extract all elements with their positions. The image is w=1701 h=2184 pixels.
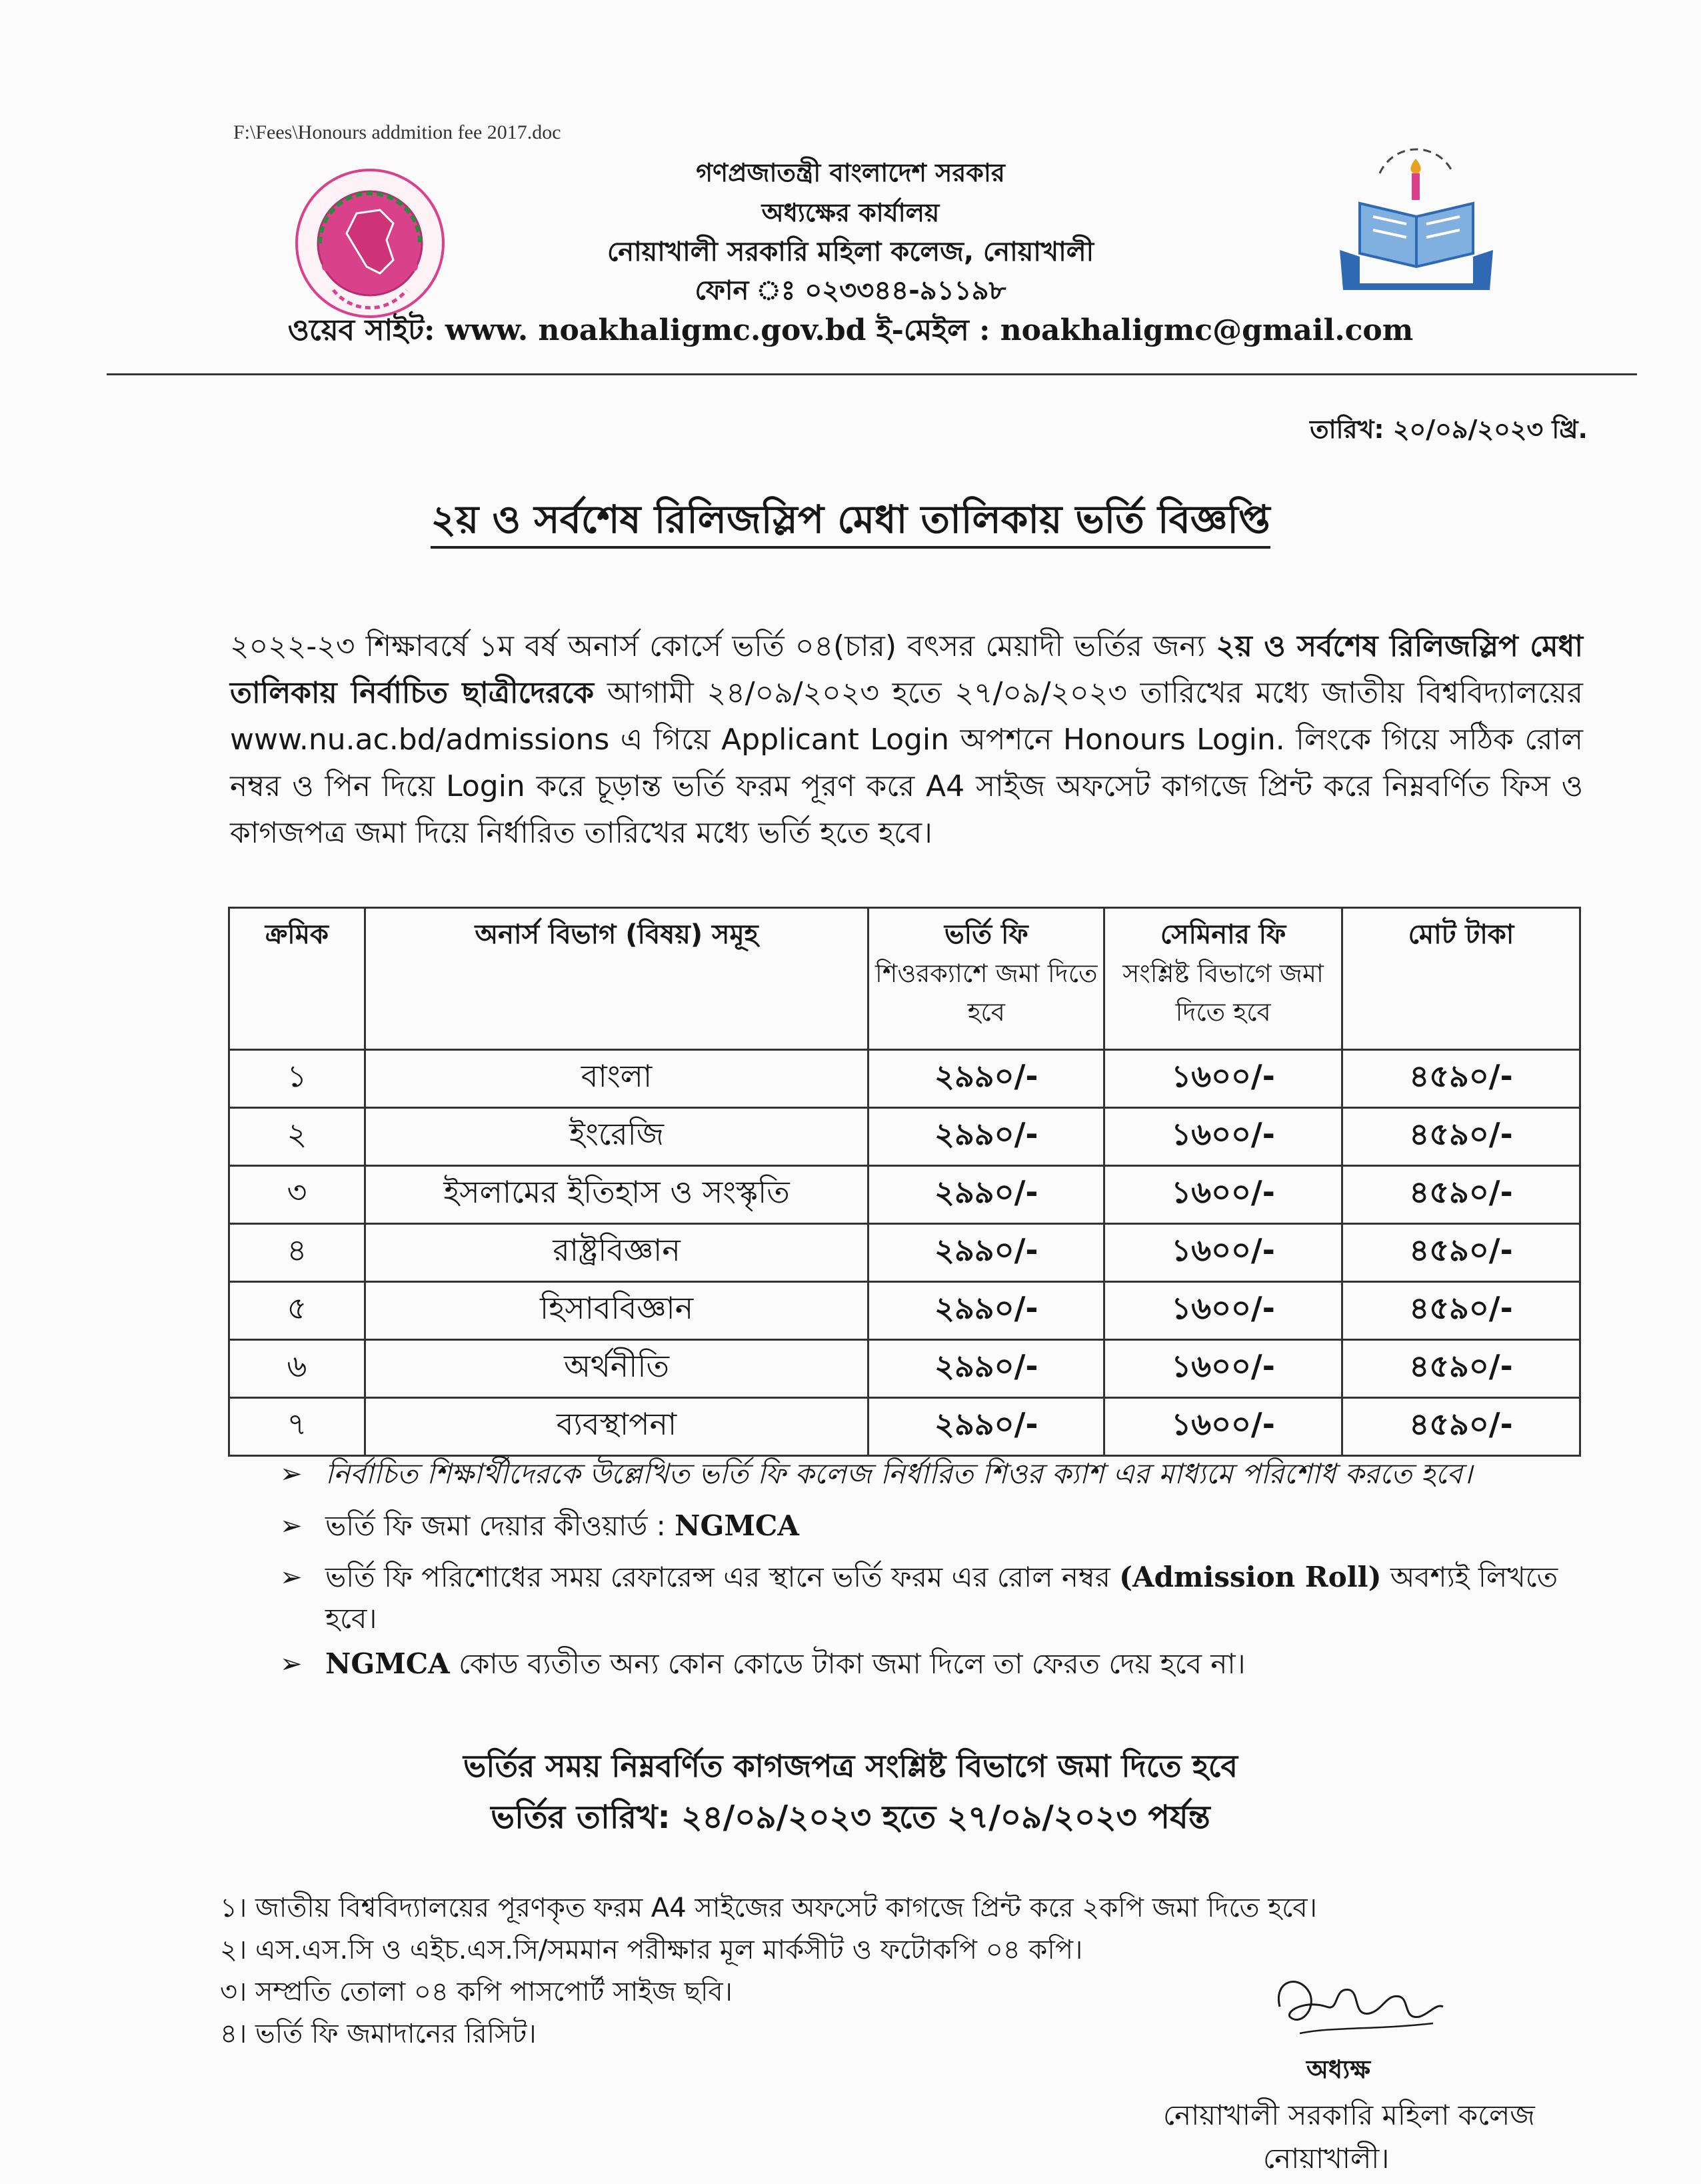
intro-bold: ২য় ও সর্বশেষ রিলিজস্লিপ মেধা তালিকায় নির্বাচিত ছাত্রীদেরকে (230, 629, 1583, 710)
row-total: ৪৫৯০/- (1342, 1050, 1580, 1108)
header-divider (107, 373, 1637, 375)
admission-date: ভর্তির তারিখ: ২৪/০৯/২০২৩ হতে ২৭/০৯/২০২৩ পর্যন্ত (491, 1799, 1210, 1836)
seminar-fee-note: সংশ্লিষ্ট বিভাগে জমা দিতে হবে (1122, 959, 1324, 1027)
table-row (229, 1398, 1580, 1456)
header-total: মোট টাকা (1342, 908, 1580, 1050)
document-item: ৪। ভর্তি ফি জমাদানের রিসিট। (220, 2019, 537, 2049)
row-seminar-fee: ১৬০০/- (1104, 1398, 1342, 1456)
row-seminar-fee: ১৬০০/- (1104, 1340, 1342, 1398)
table-row (229, 1050, 1580, 1108)
header-subject: অনার্স বিভাগ (বিষয়) সমূহ (365, 908, 868, 1050)
row-subject: অর্থনীতি (365, 1340, 868, 1398)
principal-city: নোয়াখালী। (1263, 2142, 1390, 2175)
row-admission-fee: ২৯৯০/- (868, 1166, 1104, 1224)
row-subject: বাংলা (365, 1050, 868, 1108)
row-total: ৪৫৯০/- (1342, 1108, 1580, 1166)
row-serial: ১ (229, 1050, 365, 1108)
row-serial: ৫ (229, 1282, 365, 1340)
website-label: ওয়েব সাইট: (287, 313, 435, 347)
row-admission-fee: ২৯৯০/- (868, 1340, 1104, 1398)
arrow-bullet-icon: ➢ (280, 1511, 303, 1541)
bullet-text (325, 1557, 1586, 1639)
bullet-keyword (280, 1505, 1586, 1547)
row-total: ৪৫৯০/- (1342, 1224, 1580, 1282)
row-serial: ৭ (229, 1398, 365, 1456)
row-admission-fee: ২৯৯০/- (868, 1398, 1104, 1456)
bullet-text (325, 1643, 1586, 1685)
arrow-bullet-icon: ➢ (280, 1459, 303, 1489)
intro-part-2: আগামী ২৪/০৯/২০২৩ হতে ২৭/০৯/২০২৩ তারিখের মধ্যে জাতীয় বিশ্ববিদ্যালয়ের www.nu.ac.bd/admissions এ গিয়ে Applicant Login অপশনে Honours Login. লিংকে গিয়ে সঠিক রোল নম্বর ও পিন দিয়ে Login করে চূড়ান্ত ভর্তি ফরম পূরণ করে A4 সাইজ অফসেট কাগজে প্রিন্ট করে নিম্নবর্ণিত ফিস ও কাগজপত্র জমা দিয়ে নির্ধারিত তারিখের মধ্যে ভর্তি হতে হবে। (230, 676, 1583, 850)
header-seminar-fee (1104, 908, 1342, 1050)
email-label: ই-মেইল : (876, 313, 990, 347)
keyword-code: NGMCA (675, 1509, 799, 1542)
website-link[interactable]: www. noakhaligmc.gov.bd (445, 313, 866, 347)
row-subject: ব্যবস্থাপনা (365, 1398, 868, 1456)
row-total: ৪৫৯০/- (1342, 1166, 1580, 1224)
row-serial: ৪ (229, 1224, 365, 1282)
row-serial: ৬ (229, 1340, 365, 1398)
notice-title-text: ২য় ও সর্বশেষ রিলিজস্লিপ মেধা তালিকায় ভর্তি বিজ্ঞপ্তি (431, 497, 1270, 549)
arrow-bullet-icon: ➢ (280, 1649, 303, 1679)
row-subject: ইংরেজি (365, 1108, 868, 1166)
bullet-code-warning (280, 1643, 1586, 1685)
file-path: F:\Fees\Honours addmition fee 2017.doc (233, 121, 561, 143)
row-admission-fee: ২৯৯০/- (868, 1050, 1104, 1108)
table-header-row (229, 908, 1580, 1050)
table-row (229, 1340, 1580, 1398)
row-seminar-fee: ১৬০০/- (1104, 1050, 1342, 1108)
notice-title (0, 490, 1701, 555)
row-seminar-fee: ১৬০০/- (1104, 1166, 1342, 1224)
header-serial: ক্রমিক (229, 908, 365, 1050)
fee-table (228, 907, 1581, 1457)
row-total: ৪৫৯০/- (1342, 1282, 1580, 1340)
reference-text: ভর্তি ফি পরিশোধের সময় রেফারেন্স এর স্থানে ভর্তি ফরম এর রোল নম্বর (325, 1561, 1120, 1593)
intro-part-1: ২০২২-২৩ শিক্ষাবর্ষে ১ম বর্ষ অনার্স কোর্সে ভর্তি ০৪(চার) বৎসর মেয়াদী ভর্তির জন্য (230, 629, 1216, 663)
row-subject: ইসলামের ইতিহাস ও সংস্কৃতি (365, 1166, 868, 1224)
row-subject: হিসাববিজ্ঞান (365, 1282, 868, 1340)
reference-end: অবশ্যই লিখতে হবে। (325, 1561, 1558, 1635)
row-total: ৪৫৯০/- (1342, 1340, 1580, 1398)
row-admission-fee: ২৯৯০/- (868, 1108, 1104, 1166)
keyword-label: ভর্তি ফি জমা দেয়ার কীওয়ার্ড : (325, 1509, 675, 1542)
notice-date: তারিখ: ২০/০৯/২০২৩ খ্রি. (1310, 415, 1588, 444)
row-seminar-fee: ১৬০০/- (1104, 1282, 1342, 1340)
warning-code: NGMCA (325, 1647, 450, 1680)
phone-number: ফোন ঃ ০২৩৩৪৪-৯১১৯৮ (695, 275, 1006, 306)
row-seminar-fee: ১৬০০/- (1104, 1108, 1342, 1166)
row-admission-fee: ২৯৯০/- (868, 1282, 1104, 1340)
arrow-bullet-icon: ➢ (280, 1562, 303, 1593)
document-item: ৩। সম্প্রতি তোলা ০৪ কপি পাসপোর্ট সাইজ ছবি। (220, 1977, 733, 2007)
row-serial: ৩ (229, 1166, 365, 1224)
office-name: অধ্যক্ষের কার্যালয় (761, 198, 940, 227)
warning-text: কোড ব্যতীত অন্য কোন কোডে টাকা জমা দিলে তা ফেরত দেয় হবে না। (449, 1647, 1246, 1680)
row-total: ৪৫৯০/- (1342, 1398, 1580, 1456)
header-admission-fee (868, 908, 1104, 1050)
principal-title: অধ্যক্ষ (1306, 2055, 1371, 2084)
government-name: গণপ্রজাতন্ত্রী বাংলাদেশ সরকার (696, 158, 1005, 187)
principal-college: নোয়াখালী সরকারি মহিলা কলেজ (1163, 2099, 1535, 2131)
intro-paragraph (230, 623, 1583, 857)
document-item: ১। জাতীয় বিশ্ববিদ্যালয়ের পূরণকৃত ফরম A4 সাইজের অফসেট কাগজে প্রিন্ট করে ২কপি জমা দিতে হবে। (220, 1893, 1317, 1923)
bullet-payment-method (280, 1453, 1586, 1495)
table-row (229, 1224, 1580, 1282)
table-row (229, 1282, 1580, 1340)
college-name: নোয়াখালী সরকারি মহিলা কলেজ, নোয়াখালী (607, 237, 1094, 267)
admission-fee-label: ভর্তি ফি (944, 919, 1028, 950)
document-item: ২। এস.এস.সি ও এইচ.এস.সি/সমমান পরীক্ষার মূল মার্কসীট ও ফটোকপি ০৪ কপি। (220, 1935, 1083, 1965)
admission-fee-note: শিওরক্যাশে জমা দিতে হবে (875, 959, 1098, 1027)
table-row (229, 1108, 1580, 1166)
signature-icon (1260, 1960, 1453, 2047)
bullet-reference (280, 1557, 1586, 1639)
contact-line (0, 308, 1701, 357)
row-admission-fee: ২৯৯০/- (868, 1224, 1104, 1282)
reference-bold: (Admission Roll) (1119, 1561, 1382, 1593)
row-seminar-fee: ১৬০০/- (1104, 1224, 1342, 1282)
row-serial: ২ (229, 1108, 365, 1166)
row-subject: রাষ্ট্রবিজ্ঞান (365, 1224, 868, 1282)
seminar-fee-label: সেমিনার ফি (1160, 919, 1286, 950)
documents-heading: ভর্তির সময় নিম্নবর্ণিত কাগজপত্র সংশ্লিষ্ট বিভাগে জমা দিতে হবে (463, 1748, 1238, 1784)
bullet-text (325, 1505, 1586, 1547)
bullet-text: নির্বাচিত শিক্ষার্থীদেরকে উল্লেখিত ভর্তি ফি কলেজ নির্ধারিত শিওর ক্যাশ এর মাধ্যমে পরিশোধ করতে হবে। (325, 1457, 1472, 1490)
table-row (229, 1166, 1580, 1224)
email-link[interactable]: noakhaligmc@gmail.com (1000, 313, 1414, 347)
